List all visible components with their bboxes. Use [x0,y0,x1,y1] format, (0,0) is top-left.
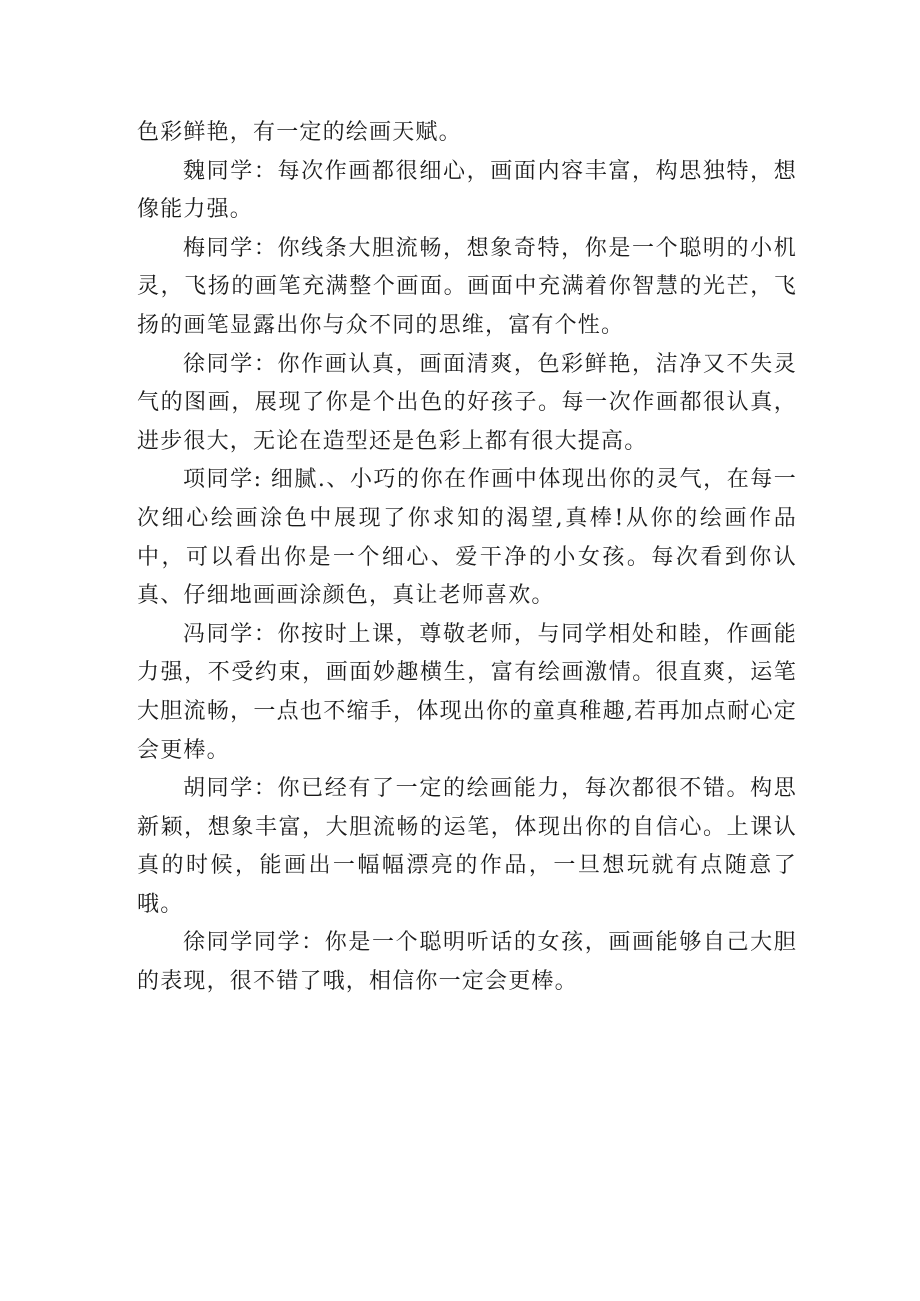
paragraph-comment-wei: 魏同学：每次作画都很细心，画面内容丰富，构思独特，想像能力强。 [137,158,797,223]
document-body [137,114,797,1002]
paragraph-comment-mei: 梅同学：你线条大胆流畅，想象奇特，你是一个聪明的小机灵，飞扬的画笔充满整个画面。画面中充满着你智慧的光芒，飞扬的画笔显露出你与众不同的思维，富有个性。 [137,235,797,338]
paragraph-comment-xiang: 项同学: 细腻.、小巧的你在作画中体现出你的灵气，在每一次细心绘画涂色中展现了你求知的渴望,真棒!从你的绘画作品中，可以看出你是一个细心、爱干净的小女孩。每次看到你认真、仔细地画画涂颜色，真让老师喜欢。 [137,467,797,609]
paragraph-continuation: 色彩鲜艳，有一定的绘画天赋。 [137,120,462,145]
paragraph-comment-feng: 冯同学：你按时上课，尊敬老师，与同学相处和睦，作画能力强，不受约束，画面妙趣横生，富有绘画激情。很直爽，运笔大胆流畅，一点也不缩手，体现出你的童真稚趣,若再加点耐心定会更棒。 [137,621,797,763]
paragraph-comment-xu: 徐同学：你作画认真，画面清爽，色彩鲜艳，洁净又不失灵气的图画，展现了你是个出色的好孩子。每一次作画都很认真，进步很大，无论在造型还是色彩上都有很大提高。 [137,351,797,454]
paragraph-comment-xu-2: 徐同学同学：你是一个聪明听话的女孩，画画能够自己大胆的表现，很不错了哦，相信你一定会更棒。 [137,930,797,995]
paragraph-comment-hu: 胡同学：你已经有了一定的绘画能力，每次都很不错。构思新颖，想象丰富，大胆流畅的运笔，体现出你的自信心。上课认真的时候，能画出一幅幅漂亮的作品，一旦想玩就有点随意了哦。 [137,776,797,917]
